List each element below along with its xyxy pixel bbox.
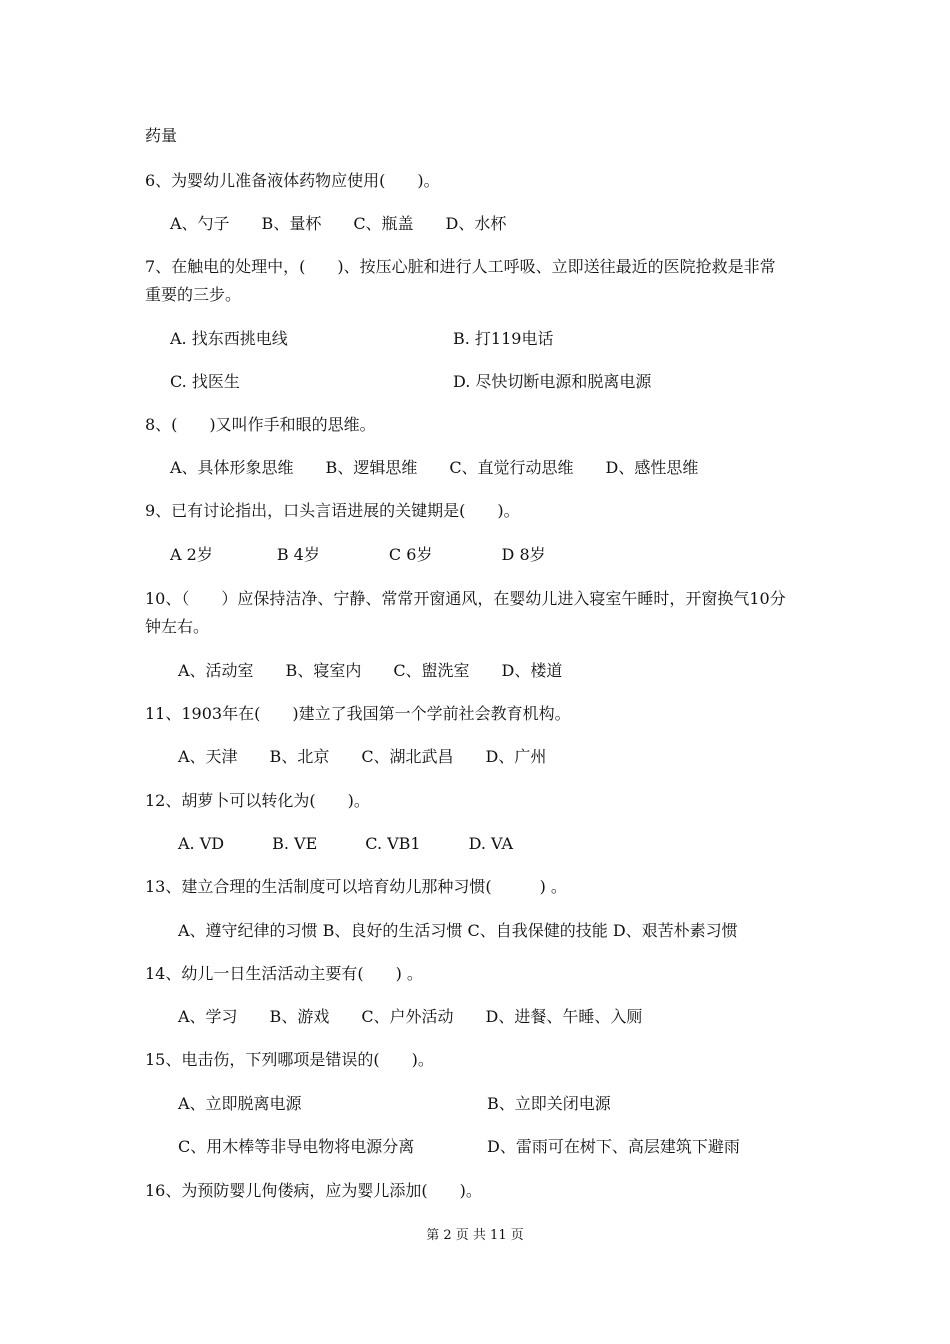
question-7-option-c: C. 找医生 <box>170 372 240 391</box>
question-15-option-d: D、雷雨可在树下、高层建筑下避雨 <box>487 1137 740 1156</box>
question-12: 12、胡萝卜可以转化为( )。 <box>145 791 370 810</box>
question-7-option-a: A. 找东西挑电线 <box>170 329 288 348</box>
question-14-options: A、学习 B、游戏 C、户外活动 D、进餐、午睡、入厕 <box>178 1007 643 1026</box>
question-8-options: A、具体形象思维 B、逻辑思维 C、直觉行动思维 D、感性思维 <box>170 458 699 477</box>
question-10-line-2: 钟左右。 <box>145 617 210 636</box>
question-10-line-1: 10、（ ）应保持洁净、宁静、常常开窗通风，在婴幼儿进入寝室午睡时，开窗换气10分 <box>145 589 786 608</box>
question-15-option-b: B、立即关闭电源 <box>487 1094 611 1113</box>
question-5-tail: 药量 <box>145 126 178 145</box>
question-7-option-d: D. 尽快切断电源和脱离电源 <box>453 372 652 391</box>
question-7-option-b: B. 打119电话 <box>453 329 554 348</box>
question-15-option-a: A、立即脱离电源 <box>178 1094 302 1113</box>
question-9-options: A 2岁 B 4岁 C 6岁 D 8岁 <box>170 545 546 564</box>
question-10-options: A、活动室 B、寝室内 C、盥洗室 D、楼道 <box>178 661 563 680</box>
question-9: 9、已有讨论指出，口头言语进展的关键期是( )。 <box>145 501 520 520</box>
question-15-option-c: C、用木棒等非导电物将电源分离 <box>178 1137 415 1156</box>
question-7-line-1: 7、在触电的处理中，( )、按压心脏和进行人工呼吸、立即送往最近的医院抢救是非常 <box>145 257 776 276</box>
question-6: 6、为婴幼儿准备液体药物应使用( )。 <box>145 171 440 190</box>
question-6-options: A、勺子 B、量杯 C、瓶盖 D、水杯 <box>170 214 507 233</box>
question-11-options: A、天津 B、北京 C、湖北武昌 D、广州 <box>178 747 547 766</box>
question-13: 13、建立合理的生活制度可以培育幼儿那种习惯( ) 。 <box>145 877 567 896</box>
question-7-line-2: 重要的三步。 <box>145 285 242 304</box>
question-11: 11、1903年在( )建立了我国第一个学前社会教育机构。 <box>145 704 571 723</box>
question-16: 16、为预防婴儿佝偻病，应为婴儿添加( )。 <box>145 1181 482 1200</box>
question-15: 15、电击伤，下列哪项是错误的( )。 <box>145 1050 434 1069</box>
question-8: 8、( )又叫作手和眼的思维。 <box>145 415 376 434</box>
question-12-options: A. VD B. VE C. VB1 D. VA <box>178 834 514 853</box>
question-13-options: A、遵守纪律的习惯 B、良好的生活习惯 C、自我保健的技能 D、艰苦朴素习惯 <box>178 921 738 940</box>
page-footer: 第 2 页 共 11 页 <box>426 1228 524 1243</box>
question-14: 14、幼儿一日生活活动主要有( ) 。 <box>145 964 423 983</box>
